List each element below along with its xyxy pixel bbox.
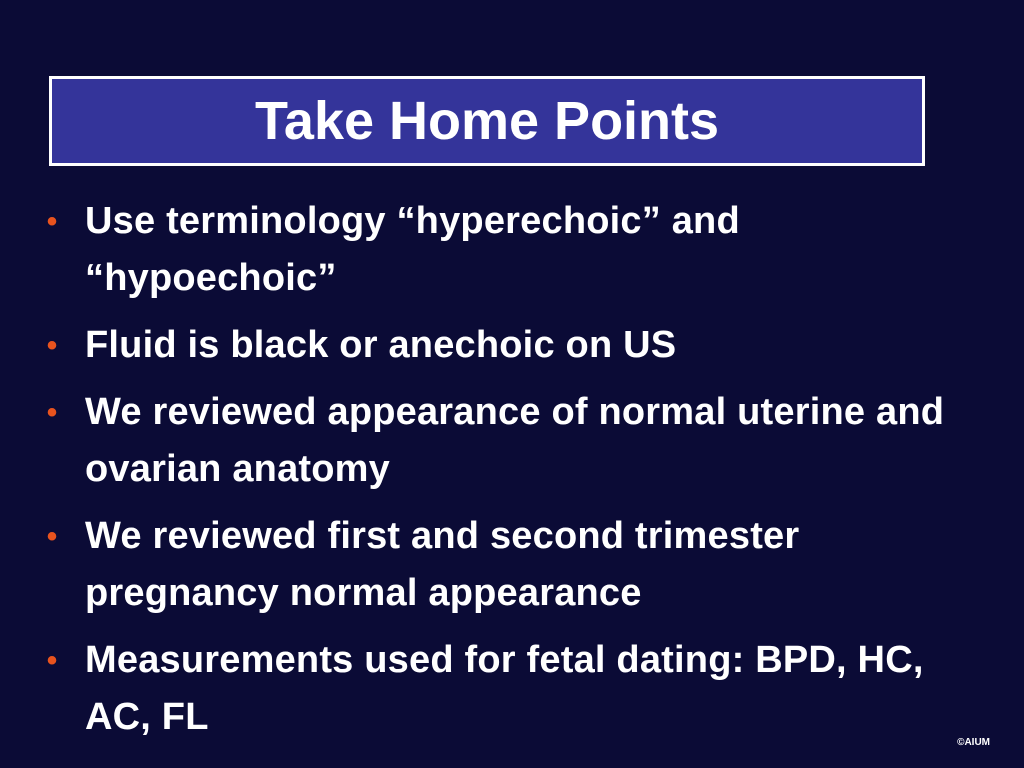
bullet-marker-icon: • <box>46 396 58 429</box>
bullet-item <box>40 384 980 498</box>
title-box <box>49 76 925 166</box>
bullet-text: We reviewed appearance of normal uterine and ovarian anatomy <box>85 391 945 490</box>
bullet-text: Fluid is black or anechoic on US <box>85 324 677 366</box>
copyright-notice: ©AIUM <box>957 737 990 748</box>
bullet-marker-icon: • <box>46 329 58 362</box>
bullet-item <box>40 508 980 622</box>
bullet-list <box>40 193 980 756</box>
bullet-item <box>40 317 980 374</box>
bullet-text: We reviewed first and second trimester pregnancy normal appearance <box>85 515 800 614</box>
bullet-text: Use terminology “hyperechoic” and “hypoechoic” <box>85 200 740 299</box>
bullet-marker-icon: • <box>46 205 58 238</box>
bullet-item <box>40 632 980 746</box>
bullet-text: Measurements used for fetal dating: BPD, HC, AC, FL <box>85 639 924 738</box>
bullet-item <box>40 193 980 307</box>
slide-title: Take Home Points <box>254 91 720 151</box>
bullet-marker-icon: • <box>46 644 58 677</box>
bullet-marker-icon: • <box>46 520 58 553</box>
